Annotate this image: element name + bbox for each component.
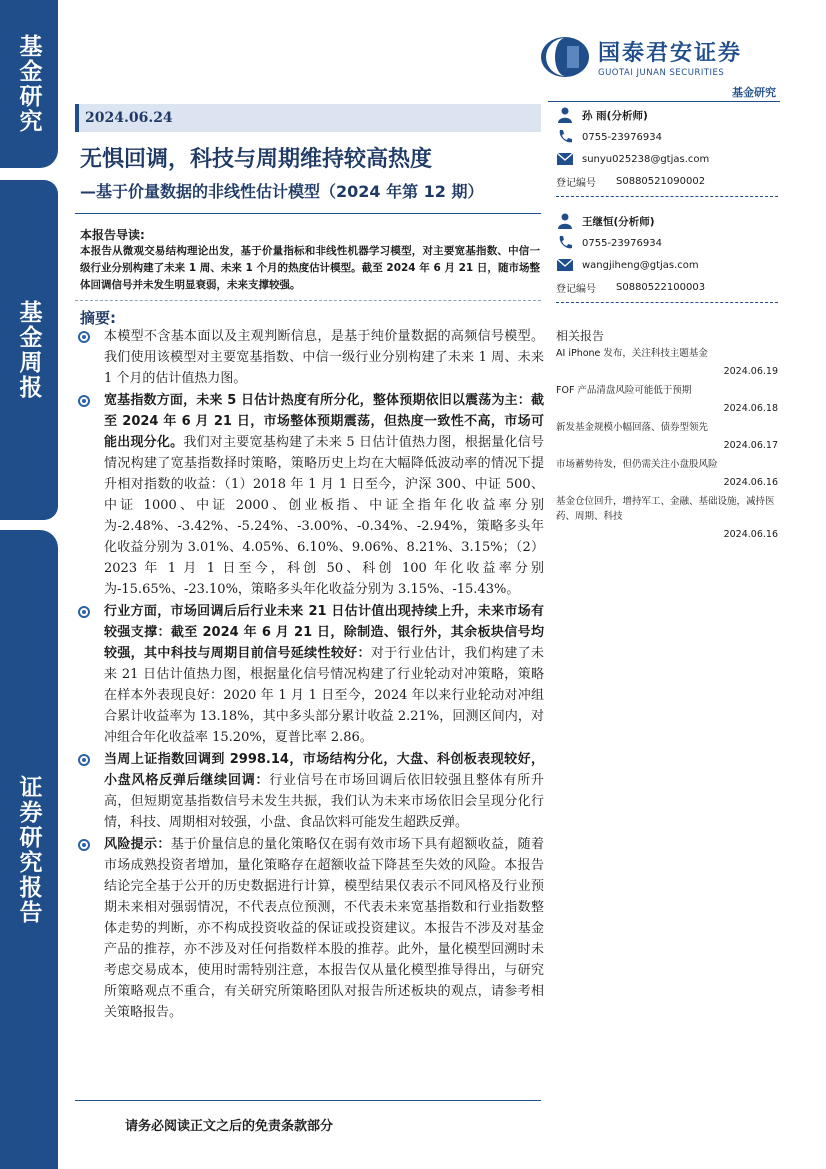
bullet-text: 本模型不含基本面以及主观判断信息，是基于纯价量数据的高频信号模型。我们使用该模型对主要宽基指数、中信一级行业分别构建了未来 1 周、未来 1 个月的估计值热力图。 (104, 329, 544, 386)
related-report-title[interactable]: AI iPhone 发布，关注科技主题基金 (556, 348, 708, 359)
related-report-date: 2024.06.17 (723, 440, 778, 451)
disclaimer-note: 请务必阅读正文之后的免责条款部分 (125, 1119, 334, 1134)
analyst-divider (556, 196, 778, 197)
guide-text: 本报告从微观交易结构理论出发，基于价量指标和非线性机器学习模型，对主要宽基指数、中信一级行业分别构建了未来 1 周、未来 1 个月的热度估计模型。截至 2024 年 6 月 21 日，随市场整体回调信号并未发生明显衰弱，未来支撑较强。 (80, 245, 540, 291)
email-icon (556, 149, 580, 169)
analyst-card (556, 104, 778, 192)
bullet-bold: 宽基指数方面，未来 5 日估计热度有所分化，整体预期依旧以震荡为主：截至 2024 年 6 月 21 日，市场整体预期震荡，但热度一致性不高，市场可能出现分化。 (104, 393, 544, 450)
email-icon (556, 255, 580, 275)
related-report-item[interactable] (556, 457, 778, 490)
analyst-name: 王继恒(分析师) (582, 215, 655, 228)
abstract-bullet (74, 601, 544, 748)
bullet-icon (78, 331, 90, 343)
analyst-card (556, 210, 778, 298)
sidebar-block-securities-report (0, 530, 58, 1169)
page-subtitle: —基于价量数据的非线性估计模型（2024 年第 12 期） (80, 182, 484, 201)
company-logo (540, 36, 742, 78)
related-report-date: 2024.06.16 (723, 477, 778, 488)
sidebar (0, 0, 58, 1169)
footer-divider (75, 1100, 541, 1101)
related-report-title[interactable]: 新发基金规模小幅回落、债券型领先 (556, 422, 709, 433)
related-report-item[interactable] (556, 346, 778, 379)
bullet-bold: 当周上证指数回调到 2998.14，市场结构分化，大盘、科创板表现较好，小盘风格反弹后继续回调： (104, 752, 544, 788)
bullet-icon (78, 754, 90, 766)
sidebar-block-fund-research (0, 0, 58, 168)
related-reports-list (556, 346, 778, 546)
analyst-phone: 0755-23976934 (582, 131, 662, 143)
abstract-bullets (74, 326, 544, 1024)
reg-label: 登记编号 (556, 177, 596, 189)
abstract-bullet (74, 834, 544, 1023)
sidebar-label: 基金周报 (15, 300, 42, 400)
related-heading: 相关报告 (556, 329, 605, 343)
abstract-bullet (74, 749, 544, 833)
sidebar-label: 基金研究 (15, 34, 42, 134)
related-report-date: 2024.06.19 (723, 366, 778, 377)
report-date-bar (75, 104, 541, 132)
abstract-bullet (74, 390, 544, 600)
doc-type-label: 基金研究 (732, 86, 776, 99)
report-date: 2024.06.24 (85, 110, 173, 126)
related-report-title[interactable]: FOF 产品清盘风险可能低于预期 (556, 385, 692, 396)
related-report-date: 2024.06.16 (723, 529, 778, 540)
bullet-icon (78, 606, 90, 618)
phone-icon (556, 233, 580, 253)
phone-icon (556, 127, 580, 147)
reg-number: S0880522100003 (616, 281, 706, 293)
guide-heading: 本报告导读: (80, 228, 145, 242)
bullet-text: 基于价量信息的量化策略仅在弱有效市场下具有超额收益，随着市场成熟投资者增加，量化策略存在超额收益下降甚至失效的风险。本报告结论完全基于公开的历史数据进行计算，模型结果仅表示不同风格及行业预期未来相对强弱情况，不代表点位预测，不代表未来宽基指数和行业指数整体走势的判断，亦不构成投资收益的保证或投资建议。本报告不涉及对基金产品的推荐，亦不涉及对任何指数样本股的推荐。此外，量化模型回溯时未考虑交易成本，使用时需特别注意，本报告仅从量化模型推导得出，与研究所策略观点不重合，有关研究所策略团队对报告所述板块的观点，请参考相关策略报告。 (104, 837, 544, 1020)
bullet-icon (78, 395, 90, 407)
header-divider (548, 101, 780, 102)
related-report-date: 2024.06.18 (723, 403, 778, 414)
logo-en-text: GUOTAI JUNAN SECURITIES (598, 68, 725, 78)
bullet-bold: 风险提示： (104, 837, 171, 852)
person-icon (556, 105, 580, 125)
bullet-bold: 行业方面，市场回调后后行业未来 21 日估计值出现持续上升，未来市场有较强支撑：截至 2024 年 6 月 21 日，除制造、银行外，其余板块信号均较强，其中科技与周期目前信号延续性较好： (104, 604, 544, 661)
bullet-text: 对于行业估计，我们构建了未来 21 日估计值热力图，根据量化信号情况构建了行业轮动对冲策略，策略在样本外表现良好：2020 年 1 月 1 日至今，2024 年以来行业轮动对冲组合累计收益率为 13.18%，其中多头部分累计收益 2.21%，回测区间内，对冲组合年化收益率 15.20%，夏普比率 2.86。 (104, 646, 544, 745)
analyst-name: 孙 雨(分析师) (582, 109, 648, 122)
abstract-bullet (74, 326, 544, 389)
analyst-divider (556, 302, 778, 303)
related-report-item[interactable] (556, 383, 778, 416)
page-title: 无惧回调，科技与周期维持较高热度 (80, 147, 433, 172)
sidebar-block-fund-weekly (0, 180, 58, 520)
bullet-text: 行业信号在市场回调后依旧较强且整体有所升高，但短期宽基指数信号未发生共振，我们认为未来市场依旧会呈现分化行情，科技、周期相对较强，小盘、食品饮料可能发生超跌反弹。 (104, 773, 544, 830)
reg-label: 登记编号 (556, 283, 596, 295)
reg-number: S0880521090002 (616, 175, 706, 187)
title-divider (75, 213, 541, 214)
bullet-text: 我们对主要宽基构建了未来 5 日估计值热力图，根据量化信号情况构建了宽基指数择时策略，策略历史上均在大幅降低波动率的情况下提升相对指数的收益：（1）2018 年 1 月 1 日至今，沪深 300、中证 500、中证 1000、中证 2000、创业板指、中证全指年化收益率分别为-2.48%、-3.42%、-5.24%、-3.00%、-0.34%、-2.94%，策略多头年化收益分别为 3.01%、4.05%、6.10%、9.06%、8.21%、3.15%；（2）2023 年 1 月 1 日至今，科创 50、科创 100 年化收益率分别为-15.65%、-23.10%，策略多头年化收益分别为 3.15%、-15.43%。 (104, 435, 544, 597)
related-report-item[interactable] (556, 420, 778, 453)
related-report-title[interactable]: 市场蓄势待发，但仍需关注小盘股风险 (556, 459, 718, 470)
analyst-email[interactable]: wangjiheng@gtjas.com (582, 259, 699, 271)
guide-divider (75, 300, 541, 301)
analyst-phone: 0755-23976934 (582, 237, 662, 249)
analyst-email[interactable]: sunyu025238@gtjas.com (582, 153, 710, 165)
person-icon (556, 211, 580, 231)
bullet-icon (78, 839, 90, 851)
logo-cn-text: 国泰君安证券 (598, 41, 743, 66)
sidebar-label: 证券研究报告 (15, 774, 42, 925)
abstract-heading: 摘要: (80, 309, 116, 327)
related-report-item[interactable] (556, 494, 778, 542)
logo-mark-icon (540, 36, 590, 78)
related-report-title[interactable]: 基金仓位回升，增持军工、金融、基础设施，减持医药、周期、科技 (556, 496, 775, 522)
